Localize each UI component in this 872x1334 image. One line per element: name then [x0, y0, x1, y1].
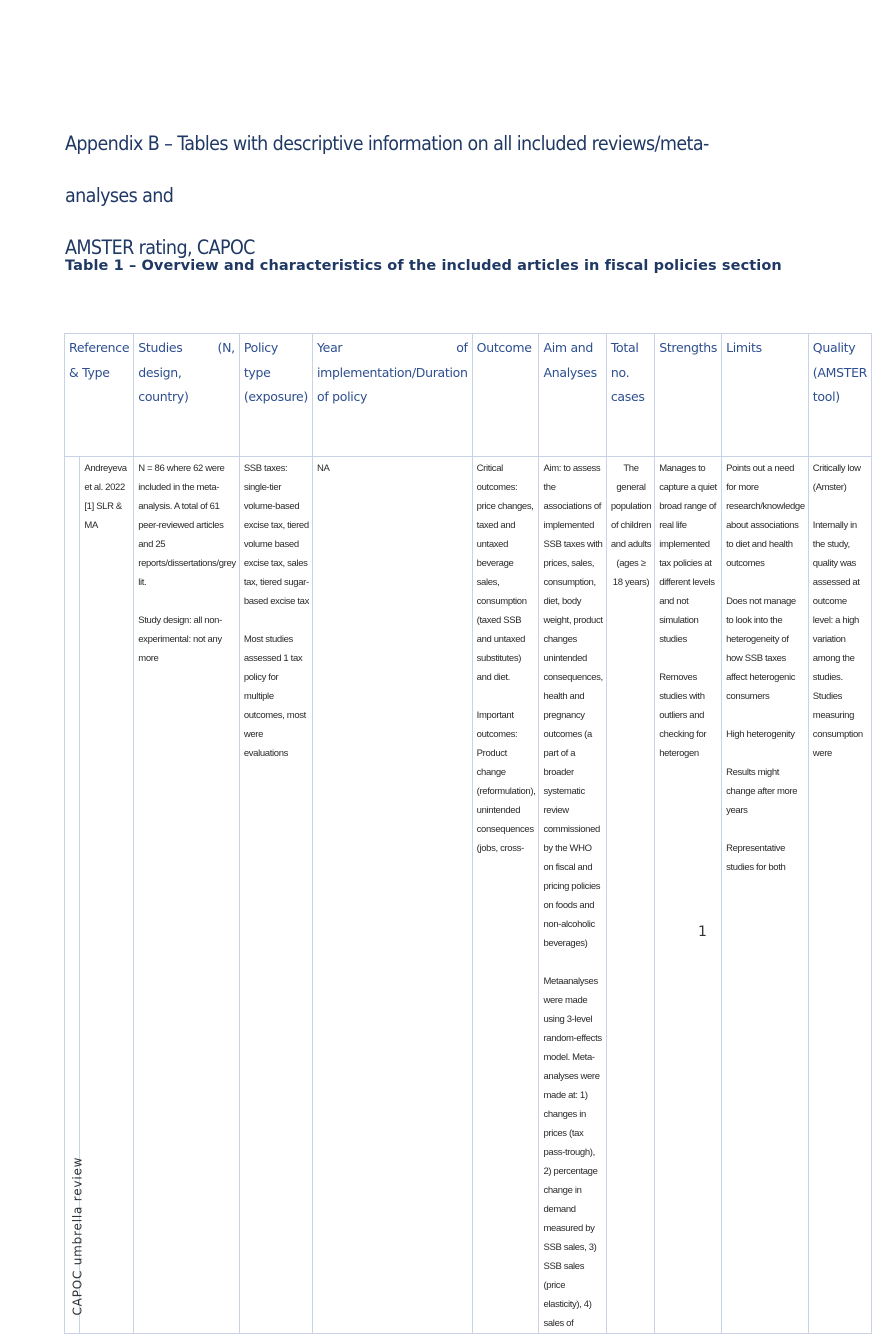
side-label-cell — [65, 457, 85, 1334]
col-header-cases: Total no. cases — [606, 334, 654, 457]
col-header-limits: Limits — [722, 334, 809, 457]
outcome-para-2: Important outcomes: Product change (reformulation), unintended consequences (jobs, cross- — [476, 710, 536, 854]
table-header-row — [65, 334, 872, 457]
fiscal-policies-table — [64, 333, 872, 1334]
cell-outcome — [472, 457, 539, 1334]
policy-para-1: SSB taxes: single-tier volume-based excise tax, tiered volume based excise tax, sales tax, tiered sugar-based excise tax — [243, 463, 309, 607]
limits-para-2: Does not manage to look into the heterogeneity of how SSB taxes affect heterogenic consumers — [726, 596, 796, 702]
col-header-studies: Studies (N, design, country) — [134, 334, 240, 457]
limits-para-4: Results might change after more years — [726, 767, 798, 816]
col-header-reference: Reference & Type — [65, 334, 134, 457]
strengths-para-1: Manages to capture a quiet broad range of real life implemented tax policies at different levels and not simulation studies — [659, 463, 717, 645]
cell-studies — [134, 457, 240, 1334]
cell-cases: The general population of children and adults (ages ≥ 18 years) — [606, 457, 654, 1334]
page-number: 1 — [698, 924, 707, 940]
col-header-year: Year of implementation/Duration of policy — [313, 334, 473, 457]
appendix-heading-line2: AMSTER rating, CAPOC — [65, 236, 255, 259]
limits-para-3: High heterogenity — [726, 729, 795, 740]
quality-para-1: Critically low (Amster) — [812, 463, 861, 493]
cell-quality — [808, 457, 871, 1334]
studies-para-1: N = 86 where 62 were included in the meta-analysis. A total of 61 peer-reviewed articles and 25 reports/dissertations/grey lit. — [138, 463, 236, 588]
table-row — [65, 457, 872, 1334]
col-header-quality: Quality (AMSTER tool) — [808, 334, 871, 457]
col-header-policy: Policy type (exposure) — [239, 334, 312, 457]
appendix-heading-line1: Appendix B – Tables with descriptive information on all included reviews/meta-analyses and — [65, 132, 709, 207]
cell-limits — [722, 457, 809, 1334]
policy-para-2: Most studies assessed 1 tax policy for multiple outcomes, most were evaluations — [243, 634, 306, 759]
cell-strengths — [655, 457, 722, 1334]
limits-para-1: Points out a need for more research/knowledge about associations to diet and health outcomes — [726, 463, 805, 569]
col-header-outcome: Outcome — [472, 334, 539, 457]
col-header-strengths: Strengths — [655, 334, 722, 457]
col-header-aim: Aim and Analyses — [539, 334, 606, 457]
cell-year: NA — [313, 457, 473, 1334]
cell-reference: Andreyeva et al. 2022 [1] SLR & MA — [80, 457, 134, 1334]
limits-para-5: Representative studies for both — [726, 843, 786, 873]
cell-aim — [539, 457, 606, 1334]
cell-policy — [239, 457, 312, 1334]
side-label: CAPOC umbrella review — [70, 1156, 85, 1316]
appendix-heading — [65, 118, 782, 274]
table-title: Table 1 – Overview and characteristics of the included articles in fiscal policies section — [65, 258, 782, 274]
strengths-para-2: Removes studies with outliers and checking for heterogen — [659, 672, 707, 759]
aim-para-2: Metaanalyses were made using 3-level random-effects model. Meta-analyses were made at: 1) changes in prices (tax pass-trough), 2) percentage change in demand measured by SSB sales, 3) SSB sales (price elasticity), 4) sales of — [543, 976, 602, 1329]
studies-para-2: Study design: all non-experimental: not any more — [138, 615, 222, 664]
outcome-para-1: Critical outcomes: price changes, taxed and untaxed beverage sales, consumption (taxed SSB and untaxed substitutes) and diet. — [476, 463, 534, 683]
aim-para-1: Aim: to assess the associations of implemented SSB taxes with prices, sales, consumption, diet, body weight, product changes unintended consequences, health and pregnancy outcomes (a part of a broader systematic review commissioned by the WHO on fiscal and pricing policies on foods and non-alcoholic beverages) — [543, 463, 603, 949]
quality-para-2: Internally in the study, quality was assessed at outcome level: a high variation among the studies. Studies measuring consumption were — [812, 520, 863, 759]
